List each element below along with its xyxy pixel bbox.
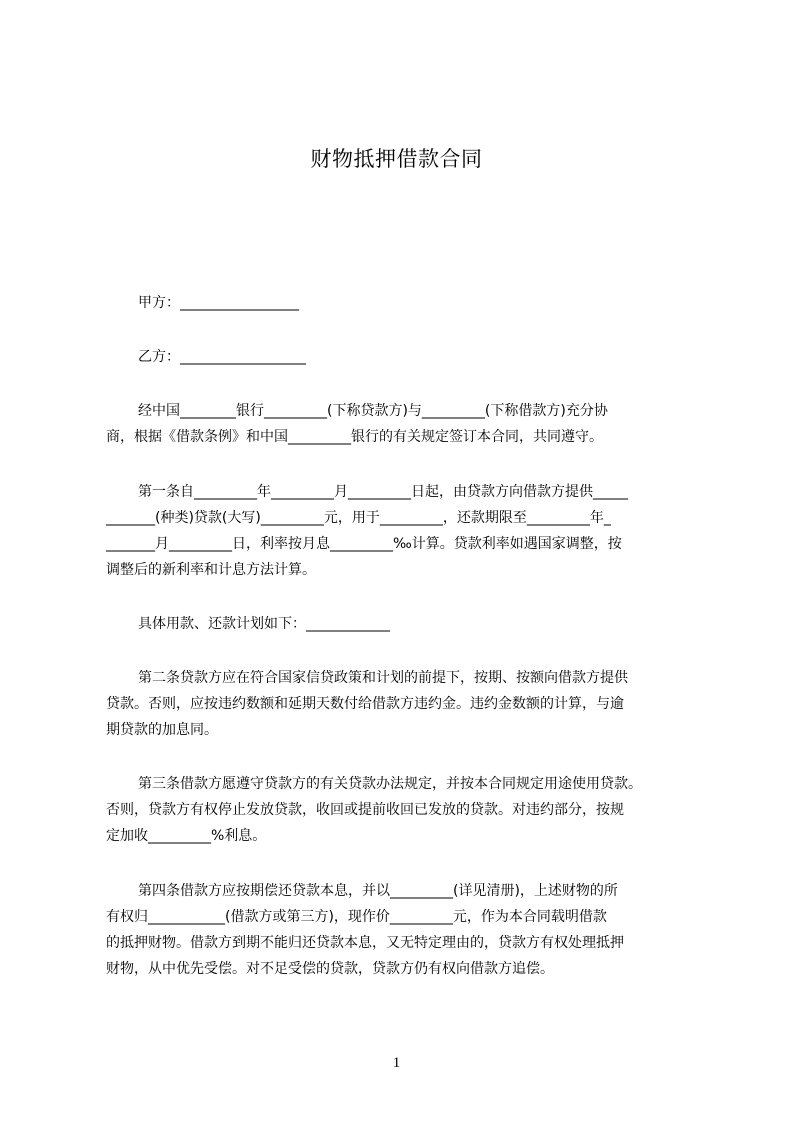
article4-line: 财物，从中优先受偿。对不足受偿的贷款，贷款方仍有权向借款方追偿。 bbox=[106, 961, 554, 977]
article4-line: 的抵押财物。借款方到期不能归还贷款本息，又无特定理由的，贷款方有权处理抵押 bbox=[106, 935, 624, 951]
article1-line: 第一条自_________年_________月_________日起，由贷款方向借款方提供_____ bbox=[138, 484, 628, 500]
article2-line: 第二条贷款方应在符合国家信贷政策和计划的前提下，按期、按额向借款方提供 bbox=[138, 670, 628, 686]
article1-line: 调整后的新利率和计息方法计算。 bbox=[106, 562, 316, 578]
article2-line: 期贷款的加息同。 bbox=[106, 722, 218, 738]
article3-line: 定加收_________%利息。 bbox=[106, 828, 267, 844]
article1-line: _______月_________日，利率按月息_________‰计算。贷款利率如遇国家调整，按 bbox=[106, 536, 622, 552]
article1-line: _______(种类)贷款(大写)_________元，用于_________，还款期限至_________年_ bbox=[106, 510, 611, 526]
preamble-line: 商，根据《借款条例》和中国_________银行的有关规定签订本合同，共同遵守。 bbox=[106, 429, 603, 445]
article4-line: 第四条借款方应按期偿还贷款本息，并以_________(详见清册)，上述财物的所 bbox=[138, 883, 618, 899]
article4-line: 有权归___________(借款方或第三方)，现作价_________元，作为本合同载明借款 bbox=[106, 909, 607, 925]
plan-line: 具体用款、还款计划如下：____________ bbox=[138, 616, 390, 632]
page-number: 1 bbox=[392, 1055, 401, 1071]
preamble-line: 经中国________银行_________(下称贷款方)与_________(下称借款方)充分协 bbox=[138, 403, 608, 419]
article3-line: 否则，贷款方有权停止发放贷款，收回或提前收回已发放的贷款。对违约部分，按规 bbox=[106, 802, 624, 818]
party-b-line: 乙方：__________________ bbox=[138, 349, 306, 365]
document-title: 财物抵押借款合同 bbox=[310, 147, 483, 171]
article3-line: 第三条借款方愿遵守贷款方的有关贷款办法规定，并按本合同规定用途使用贷款。 bbox=[138, 776, 642, 792]
article2-line: 贷款。否则，应按违约数额和延期天数付给借款方违约金。违约金数额的计算，与逾 bbox=[106, 696, 624, 712]
party-a-line: 甲方：_________________ bbox=[138, 295, 299, 311]
